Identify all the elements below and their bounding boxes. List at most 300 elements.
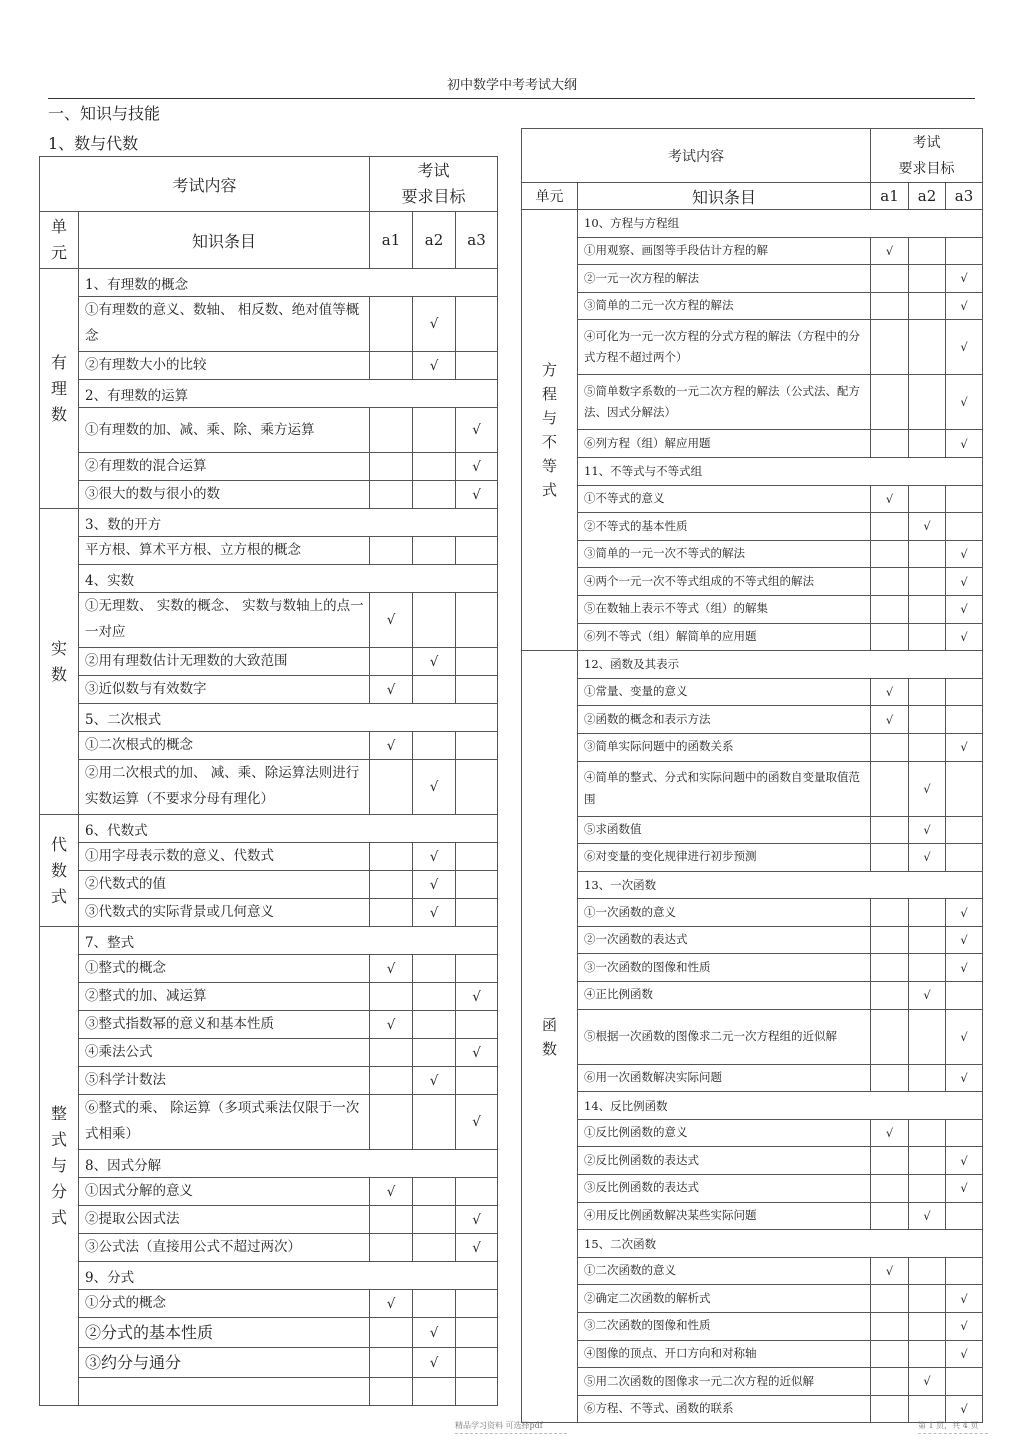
level-a1-cell xyxy=(871,540,909,568)
level-a3-cell xyxy=(946,926,983,954)
level-a3-cell xyxy=(456,297,498,352)
table-row xyxy=(522,375,983,430)
level-a2-cell xyxy=(413,983,456,1011)
check-mark: √ xyxy=(386,612,396,628)
table-row xyxy=(522,265,983,293)
level-a1-cell xyxy=(871,1119,909,1147)
level-a3-cell xyxy=(456,648,498,676)
level-a2-cell xyxy=(909,265,946,293)
level-a1-cell xyxy=(871,1009,909,1064)
level-a3-cell xyxy=(456,760,498,815)
check-mark: √ xyxy=(923,781,931,796)
topic-heading: 7、整式 xyxy=(79,927,498,955)
knowledge-item: ⑥列不等式（组）解简单的应用题 xyxy=(578,623,871,651)
knowledge-item: ②一次函数的表达式 xyxy=(578,926,871,954)
target-header-line1: 考试 xyxy=(417,161,450,180)
level-a2-cell xyxy=(909,926,946,954)
table-row xyxy=(522,706,983,734)
knowledge-item: ④正比例函数 xyxy=(578,982,871,1010)
unit-cell: 方 程 与 不 等 式 xyxy=(522,210,578,651)
level-a3-cell xyxy=(456,1011,498,1039)
table-row xyxy=(40,1011,498,1039)
table-row xyxy=(522,1395,983,1423)
level-a1-cell xyxy=(370,1318,413,1348)
table-row xyxy=(40,352,498,380)
table-row xyxy=(522,1009,983,1064)
level-a3-cell xyxy=(946,844,983,872)
check-mark: √ xyxy=(960,1346,968,1361)
table-row xyxy=(522,237,983,265)
level-a3-cell xyxy=(946,1285,983,1313)
level-a2-cell xyxy=(909,761,946,816)
level-a2-cell xyxy=(909,1313,946,1341)
a2-header: a2 xyxy=(413,212,456,269)
topic-heading: 14、反比例函数 xyxy=(578,1092,983,1120)
topic-heading: 4、实数 xyxy=(79,565,498,593)
check-mark: √ xyxy=(960,1181,968,1196)
a3-header: a3 xyxy=(456,212,498,269)
topic-heading: 5、二次根式 xyxy=(79,704,498,732)
topic-heading: 2、有理数的运算 xyxy=(79,380,498,408)
check-mark: √ xyxy=(960,547,968,562)
level-a2-cell xyxy=(413,1234,456,1262)
level-a2-cell xyxy=(909,485,946,513)
check-mark: √ xyxy=(923,822,931,837)
check-mark: √ xyxy=(960,1029,968,1044)
table-row xyxy=(40,297,498,352)
exam-content-header: 考试内容 xyxy=(40,157,370,212)
level-a2-cell xyxy=(413,648,456,676)
check-mark: √ xyxy=(960,271,968,286)
check-mark: √ xyxy=(960,602,968,617)
check-mark: √ xyxy=(960,299,968,314)
check-mark: √ xyxy=(960,740,968,755)
level-a1-cell xyxy=(871,1340,909,1368)
table-row xyxy=(522,761,983,816)
check-mark: √ xyxy=(472,486,481,503)
table-row xyxy=(40,1378,498,1406)
table-row xyxy=(40,593,498,648)
topic-header-row xyxy=(522,651,983,679)
level-a2-cell xyxy=(909,623,946,651)
check-mark: √ xyxy=(960,574,968,589)
knowledge-item: ③很大的数与很小的数 xyxy=(79,481,370,509)
level-a2-cell xyxy=(413,1318,456,1348)
table-row xyxy=(40,1348,498,1378)
level-a3-cell xyxy=(946,265,983,293)
table-row xyxy=(522,1368,983,1396)
table-row xyxy=(522,485,983,513)
check-mark: √ xyxy=(386,1295,396,1312)
knowledge-item: ②不等式的基本性质 xyxy=(578,513,871,541)
level-a2-cell xyxy=(909,816,946,844)
knowledge-item: ③反比例函数的表达式 xyxy=(578,1175,871,1203)
level-a2-cell xyxy=(909,595,946,623)
level-a1-cell xyxy=(370,453,413,481)
level-a2-cell xyxy=(909,1119,946,1147)
check-mark: √ xyxy=(885,491,894,506)
check-mark: √ xyxy=(429,1324,439,1341)
level-a3-cell xyxy=(946,899,983,927)
level-a2-cell xyxy=(413,408,456,453)
target-header-line2: 要求目标 xyxy=(401,187,466,206)
level-a1-cell xyxy=(871,706,909,734)
level-a3-cell xyxy=(946,292,983,320)
table-row xyxy=(40,732,498,760)
level-a1-cell xyxy=(871,899,909,927)
topic-header-row xyxy=(40,509,498,537)
topic-heading: 1、有理数的概念 xyxy=(79,269,498,297)
level-a3-cell xyxy=(946,816,983,844)
level-a3-cell xyxy=(456,1095,498,1150)
knowledge-item: 平方根、算术平方根、立方根的概念 xyxy=(79,537,370,565)
level-a2-cell xyxy=(413,1206,456,1234)
knowledge-item: ②有理数的混合运算 xyxy=(79,453,370,481)
level-a3-cell xyxy=(946,1175,983,1203)
table-row xyxy=(40,537,498,565)
knowledge-item: ②用二次根式的加、 减、乘、除运算法则进行实数运算（不要求分母有理化） xyxy=(79,760,370,815)
level-a1-cell xyxy=(370,1348,413,1378)
level-a1-cell xyxy=(871,678,909,706)
level-a2-cell xyxy=(413,537,456,565)
topic-heading: 9、分式 xyxy=(79,1262,498,1290)
knowledge-item: ①用字母表示数的意义、代数式 xyxy=(79,843,370,871)
level-a1-cell xyxy=(370,1206,413,1234)
level-a2-cell xyxy=(909,1009,946,1064)
level-a1-cell xyxy=(370,1234,413,1262)
level-a1-cell xyxy=(370,899,413,927)
table-row xyxy=(522,595,983,623)
level-a3-cell xyxy=(456,1067,498,1095)
level-a2-cell xyxy=(413,1067,456,1095)
knowledge-item: ①分式的概念 xyxy=(79,1290,370,1318)
knowledge-item: ⑤简单数字系数的一元二次方程的解法（公式法、配方法、因式分解法） xyxy=(578,375,871,430)
level-a1-cell xyxy=(871,513,909,541)
topic-header-row xyxy=(40,565,498,593)
knowledge-item: ④两个一元一次不等式组成的不等式组的解法 xyxy=(578,568,871,596)
level-a2-cell xyxy=(909,1395,946,1423)
a2-header-right: a2 xyxy=(909,183,946,210)
level-a3-cell xyxy=(456,537,498,565)
check-mark: √ xyxy=(960,1402,968,1417)
knowledge-item: ②确定二次函数的解析式 xyxy=(578,1285,871,1313)
level-a1-cell xyxy=(871,1175,909,1203)
table-row xyxy=(40,453,498,481)
check-mark: √ xyxy=(960,340,968,355)
target-header-line1-right: 考试 xyxy=(912,134,941,151)
level-a2-cell xyxy=(909,513,946,541)
level-a3-cell xyxy=(456,1178,498,1206)
topic-header-row xyxy=(40,380,498,408)
knowledge-item: ①因式分解的意义 xyxy=(79,1178,370,1206)
level-a1-cell xyxy=(370,1067,413,1095)
level-a1-cell xyxy=(370,593,413,648)
topic-heading: 15、二次函数 xyxy=(578,1230,983,1258)
table-row xyxy=(40,481,498,509)
table-row xyxy=(40,408,498,453)
knowledge-item: ④图像的顶点、开口方向和对称轴 xyxy=(578,1340,871,1368)
unit-cell: 函 数 xyxy=(522,651,578,1423)
level-a3-cell xyxy=(456,352,498,380)
check-mark: √ xyxy=(472,1114,481,1130)
knowledge-header: 知识条目 xyxy=(79,212,370,269)
level-a2-cell xyxy=(413,1095,456,1150)
table-row xyxy=(40,1039,498,1067)
table-row xyxy=(40,843,498,871)
level-a3-cell xyxy=(456,1206,498,1234)
topic-heading: 12、函数及其表示 xyxy=(578,651,983,679)
level-a3-cell xyxy=(946,678,983,706)
table-row xyxy=(40,1067,498,1095)
level-a1-cell xyxy=(871,568,909,596)
check-mark: √ xyxy=(472,1044,481,1061)
level-a3-cell xyxy=(456,1378,498,1406)
level-a1-cell xyxy=(871,320,909,375)
level-a2-cell xyxy=(909,1285,946,1313)
check-mark: √ xyxy=(960,960,968,975)
table-row xyxy=(522,1257,983,1285)
knowledge-item: ①常量、变量的意义 xyxy=(578,678,871,706)
footer-dash-left xyxy=(455,1433,567,1434)
check-mark: √ xyxy=(960,395,968,410)
topic-header-row xyxy=(522,210,983,238)
level-a1-cell xyxy=(370,1095,413,1150)
level-a3-cell xyxy=(456,453,498,481)
level-a2-cell xyxy=(413,1348,456,1378)
table-row xyxy=(522,513,983,541)
table-row xyxy=(40,1318,498,1348)
check-mark: √ xyxy=(386,1183,396,1200)
level-a1-cell xyxy=(370,297,413,352)
level-a1-cell xyxy=(871,595,909,623)
check-mark: √ xyxy=(960,436,968,451)
check-mark: √ xyxy=(429,1072,439,1089)
topic-heading: 10、方程与方程组 xyxy=(578,210,983,238)
level-a2-cell xyxy=(909,1202,946,1230)
knowledge-item: ④可化为一元一次方程的分式方程的解法（方程中的分式方程不超过两个） xyxy=(578,320,871,375)
level-a1-cell xyxy=(871,1313,909,1341)
check-mark: √ xyxy=(429,1354,439,1371)
level-a3-cell xyxy=(946,761,983,816)
knowledge-item: ①用观察、画图等手段估计方程的解 xyxy=(578,237,871,265)
level-a3-cell xyxy=(946,1119,983,1147)
level-a2-cell xyxy=(909,430,946,458)
level-a1-cell xyxy=(370,1178,413,1206)
topic-header-row xyxy=(40,1150,498,1178)
topic-header-row xyxy=(522,1230,983,1258)
level-a2-cell xyxy=(909,706,946,734)
knowledge-item: ②提取公因式法 xyxy=(79,1206,370,1234)
level-a2-cell xyxy=(909,1368,946,1396)
level-a2-cell xyxy=(413,1378,456,1406)
topic-header-row xyxy=(40,269,498,297)
level-a3-cell xyxy=(946,1340,983,1368)
table-row xyxy=(522,678,983,706)
level-a2-cell xyxy=(909,899,946,927)
level-a1-cell xyxy=(370,408,413,453)
level-a2-cell xyxy=(413,593,456,648)
table-row xyxy=(522,568,983,596)
table-row xyxy=(522,292,983,320)
level-a3-cell xyxy=(946,375,983,430)
knowledge-item: ③简单的一元一次不等式的解法 xyxy=(578,540,871,568)
level-a1-cell xyxy=(871,485,909,513)
table-row xyxy=(40,676,498,704)
check-mark: √ xyxy=(386,737,396,754)
level-a2-cell xyxy=(413,1011,456,1039)
knowledge-item: ④简单的整式、分式和实际问题中的函数自变量取值范围 xyxy=(578,761,871,816)
unit-header: 单 元 xyxy=(40,212,79,269)
level-a1-cell xyxy=(871,1064,909,1092)
level-a3-cell xyxy=(456,955,498,983)
check-mark: √ xyxy=(472,458,481,475)
table-row xyxy=(522,1147,983,1175)
knowledge-item: ⑤科学计数法 xyxy=(79,1067,370,1095)
level-a2-cell xyxy=(413,676,456,704)
check-mark: √ xyxy=(923,1374,931,1389)
level-a1-cell xyxy=(370,537,413,565)
level-a2-cell xyxy=(413,871,456,899)
exam-content-header-right: 考试内容 xyxy=(522,129,871,183)
check-mark: √ xyxy=(429,653,439,670)
table-row xyxy=(522,1202,983,1230)
check-mark: √ xyxy=(429,779,439,795)
check-mark: √ xyxy=(923,519,931,534)
knowledge-item: ①不等式的意义 xyxy=(578,485,871,513)
knowledge-item: ③二次函数的图像和性质 xyxy=(578,1313,871,1341)
level-a2-cell xyxy=(413,1039,456,1067)
table-row xyxy=(40,1290,498,1318)
table-row xyxy=(522,899,983,927)
check-mark: √ xyxy=(923,850,931,865)
subsection-heading: 1、数与代数 xyxy=(48,134,139,153)
check-mark: √ xyxy=(960,1070,968,1085)
table-row xyxy=(40,983,498,1011)
level-a2-cell xyxy=(909,954,946,982)
knowledge-item: ⑤用二次函数的图像求一元二次方程的近似解 xyxy=(578,1368,871,1396)
level-a2-cell xyxy=(909,1257,946,1285)
level-a2-cell xyxy=(413,1290,456,1318)
level-a3-cell xyxy=(946,982,983,1010)
table-row xyxy=(40,1095,498,1150)
unit-cell: 有 理 数 xyxy=(40,269,79,509)
level-a1-cell xyxy=(370,481,413,509)
level-a1-cell xyxy=(871,430,909,458)
level-a1-cell xyxy=(871,1285,909,1313)
level-a3-cell xyxy=(456,1290,498,1318)
knowledge-item: ⑥用一次函数解决实际问题 xyxy=(578,1064,871,1092)
level-a3-cell xyxy=(946,568,983,596)
level-a2-cell xyxy=(413,760,456,815)
a1-header: a1 xyxy=(370,212,413,269)
knowledge-item: ③代数式的实际背景或几何意义 xyxy=(79,899,370,927)
knowledge-item: ⑥整式的乘、 除运算（多项式乘法仅限于一次式相乘） xyxy=(79,1095,370,1150)
level-a3-cell xyxy=(946,1064,983,1092)
level-a2-cell xyxy=(909,1340,946,1368)
level-a3-cell xyxy=(946,1257,983,1285)
knowledge-item: ①有理数的加、减、乘、除、乘方运算 xyxy=(79,408,370,453)
table-row xyxy=(40,1206,498,1234)
table-row xyxy=(522,982,983,1010)
level-a1-cell xyxy=(871,375,909,430)
topic-heading: 3、数的开方 xyxy=(79,509,498,537)
level-a1-cell xyxy=(871,844,909,872)
knowledge-item: ③简单实际问题中的函数关系 xyxy=(578,733,871,761)
level-a1-cell xyxy=(370,1039,413,1067)
level-a3-cell xyxy=(946,1202,983,1230)
knowledge-item: ⑥对变量的变化规律进行初步预测 xyxy=(578,844,871,872)
check-mark: √ xyxy=(429,848,439,865)
table-row xyxy=(522,733,983,761)
target-header-line2-right: 要求目标 xyxy=(898,160,955,177)
topic-header-row xyxy=(522,457,983,485)
table-row xyxy=(40,871,498,899)
level-a1-cell xyxy=(871,237,909,265)
level-a3-cell xyxy=(456,593,498,648)
level-a3-cell xyxy=(456,899,498,927)
target-header xyxy=(370,157,498,212)
level-a3-cell xyxy=(456,732,498,760)
unit-cell: 实 数 xyxy=(40,509,79,815)
level-a2-cell xyxy=(909,375,946,430)
unit-cell: 整 式 与 分 式 xyxy=(40,927,79,1406)
document-title: 初中数学中考考试大纲 xyxy=(446,78,577,93)
level-a2-cell xyxy=(413,352,456,380)
check-mark: √ xyxy=(429,316,439,332)
table-row xyxy=(522,430,983,458)
table-row xyxy=(522,1340,983,1368)
table-row xyxy=(522,1285,983,1313)
level-a2-cell xyxy=(909,678,946,706)
topic-header-row xyxy=(40,927,498,955)
level-a3-cell xyxy=(946,954,983,982)
check-mark: √ xyxy=(960,933,968,948)
knowledge-item: ④用反比例函数解决某些实际问题 xyxy=(578,1202,871,1230)
knowledge-item: ①一次函数的意义 xyxy=(578,899,871,927)
topic-heading: 6、代数式 xyxy=(79,815,498,843)
level-a1-cell xyxy=(871,1202,909,1230)
table-row xyxy=(522,844,983,872)
knowledge-item: ②用有理数估计无理数的大致范围 xyxy=(79,648,370,676)
check-mark: √ xyxy=(885,243,894,258)
knowledge-item: ③近似数与有效数字 xyxy=(79,676,370,704)
check-mark: √ xyxy=(429,357,439,374)
level-a2-cell xyxy=(909,733,946,761)
level-a3-cell xyxy=(946,1395,983,1423)
a1-header-right: a1 xyxy=(871,183,909,210)
level-a1-cell xyxy=(871,292,909,320)
level-a3-cell xyxy=(946,1009,983,1064)
table-row xyxy=(522,954,983,982)
level-a1-cell xyxy=(370,871,413,899)
knowledge-item: ③一次函数的图像和性质 xyxy=(578,954,871,982)
level-a2-cell xyxy=(909,982,946,1010)
knowledge-item: ③简单的二元一次方程的解法 xyxy=(578,292,871,320)
level-a3-cell xyxy=(456,1318,498,1348)
topic-header-row xyxy=(40,1262,498,1290)
table-row xyxy=(40,1178,498,1206)
knowledge-item: ③约分与通分 xyxy=(79,1348,370,1378)
level-a1-cell xyxy=(871,265,909,293)
level-a2-cell xyxy=(413,899,456,927)
level-a1-cell xyxy=(370,760,413,815)
knowledge-item: ②有理数大小的比较 xyxy=(79,352,370,380)
level-a3-cell xyxy=(946,1147,983,1175)
knowledge-item: ⑤求函数值 xyxy=(578,816,871,844)
topic-header-row xyxy=(40,815,498,843)
knowledge-item: ②代数式的值 xyxy=(79,871,370,899)
check-mark: √ xyxy=(472,1211,481,1228)
